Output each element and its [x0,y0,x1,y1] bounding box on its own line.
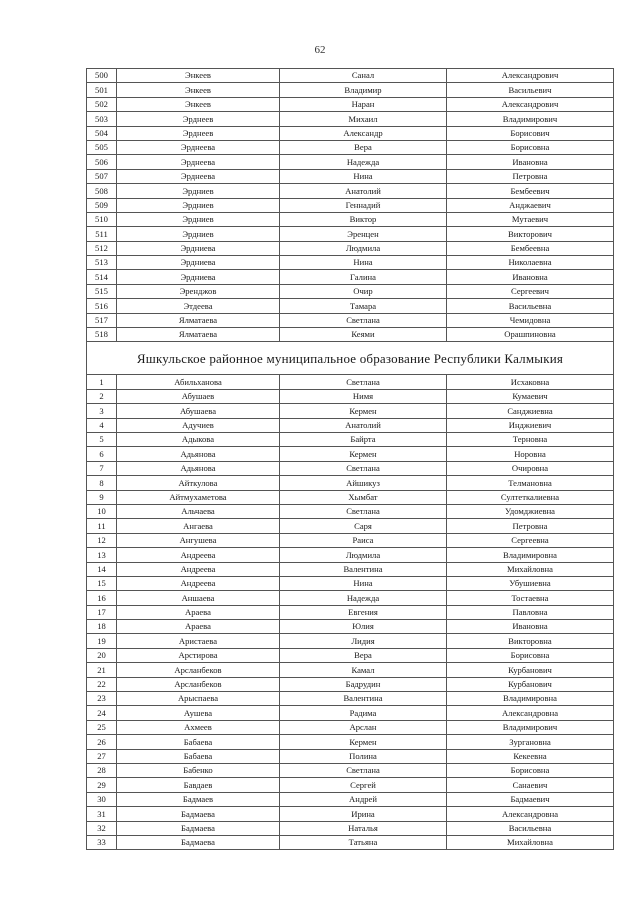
row-number: 31 [87,807,117,821]
first-name-cell: Светлана [280,313,447,327]
table-row [87,835,614,849]
first-name-cell: Наталья [280,821,447,835]
table-row [87,792,614,806]
table-row [87,447,614,461]
patronymic-cell: Александровна [447,706,614,720]
surname-cell: Бабаева [117,735,280,749]
first-name-cell: Лидия [280,634,447,648]
patronymic-cell: Бембеевич [447,184,614,198]
table-row [87,97,614,111]
patronymic-cell: Анджаевич [447,198,614,212]
row-number: 513 [87,256,117,270]
table-row [87,313,614,327]
table-row [87,648,614,662]
surname-cell: Энкеев [117,97,280,111]
first-name-cell: Татьяна [280,835,447,849]
first-name-cell: Байрта [280,432,447,446]
patronymic-cell: Удомджиевна [447,504,614,518]
table-row [87,270,614,284]
row-number: 25 [87,720,117,734]
surname-cell: Эрдниев [117,198,280,212]
table-row [87,620,614,634]
row-number: 517 [87,313,117,327]
table-row [87,562,614,576]
first-name-cell: Вера [280,648,447,662]
surname-cell: Эрдниев [117,227,280,241]
surname-cell: Эрднеева [117,140,280,154]
row-number: 505 [87,140,117,154]
first-name-cell: Валентина [280,562,447,576]
row-number: 4 [87,418,117,432]
surname-cell: Бабенко [117,763,280,777]
patronymic-cell: Курбанович [447,677,614,691]
surname-cell: Адьянова [117,461,280,475]
patronymic-cell: Борисовна [447,763,614,777]
table-row [87,69,614,83]
first-name-cell: Санал [280,69,447,83]
row-number: 29 [87,778,117,792]
table-row [87,634,614,648]
row-number: 1 [87,375,117,389]
patronymic-cell: Николаевна [447,256,614,270]
surname-cell: Эрдниева [117,241,280,255]
table-row [87,706,614,720]
surname-cell: Арыспаева [117,692,280,706]
first-name-cell: Андрей [280,792,447,806]
surname-cell: Адыкова [117,432,280,446]
surname-cell: Абильханова [117,375,280,389]
surname-cell: Бадмаева [117,807,280,821]
table-row [87,490,614,504]
surname-cell: Араева [117,620,280,634]
table-row [87,432,614,446]
row-number: 21 [87,663,117,677]
patronymic-cell: Петровна [447,169,614,183]
table-row [87,375,614,389]
surname-cell: Абушаев [117,389,280,403]
row-number: 502 [87,97,117,111]
row-number: 507 [87,169,117,183]
surname-cell: Бавдаев [117,778,280,792]
table-row [87,605,614,619]
table-row [87,256,614,270]
surname-cell: Ангушева [117,533,280,547]
patronymic-cell: Борисовна [447,648,614,662]
surname-cell: Аушева [117,706,280,720]
surname-cell: Араева [117,605,280,619]
first-name-cell: Валентина [280,692,447,706]
table-row [87,328,614,342]
first-name-cell: Анатолий [280,418,447,432]
first-name-cell: Нина [280,256,447,270]
table-row [87,418,614,432]
row-number: 7 [87,461,117,475]
row-number: 2 [87,389,117,403]
first-name-cell: Ирина [280,807,447,821]
row-number: 511 [87,227,117,241]
patronymic-cell: Петровна [447,519,614,533]
row-number: 518 [87,328,117,342]
first-name-cell: Сергей [280,778,447,792]
first-name-cell: Вера [280,140,447,154]
surname-cell: Ялматаева [117,313,280,327]
patronymic-cell: Инджиевич [447,418,614,432]
row-number: 17 [87,605,117,619]
surname-cell: Аншаева [117,591,280,605]
row-number: 24 [87,706,117,720]
table-row [87,576,614,590]
surname-cell: Арстирова [117,648,280,662]
surname-cell: Аристаева [117,634,280,648]
patronymic-cell: Зургановна [447,735,614,749]
patronymic-cell: Павловна [447,605,614,619]
first-name-cell: Галина [280,270,447,284]
table-row [87,140,614,154]
table-row [87,807,614,821]
patronymic-cell: Викторович [447,227,614,241]
first-name-cell: Кермен [280,735,447,749]
table-row [87,763,614,777]
first-name-cell: Кермен [280,404,447,418]
patronymic-cell: Михайловна [447,562,614,576]
table-row [87,198,614,212]
persons-table [86,68,614,850]
table-row [87,184,614,198]
table-row [87,126,614,140]
surname-cell: Айткулова [117,476,280,490]
patronymic-cell: Викторовна [447,634,614,648]
patronymic-cell: Владимирович [447,112,614,126]
surname-cell: Ангаева [117,519,280,533]
patronymic-cell: Чемидовна [447,313,614,327]
patronymic-cell: Владимировна [447,692,614,706]
patronymic-cell: Убушиевна [447,576,614,590]
row-number: 6 [87,447,117,461]
table-row [87,169,614,183]
surname-cell: Андреева [117,562,280,576]
surname-cell: Андреева [117,548,280,562]
table-row [87,227,614,241]
patronymic-cell: Исхаковна [447,375,614,389]
row-number: 5 [87,432,117,446]
surname-cell: Ялматаева [117,328,280,342]
patronymic-cell: Васильевич [447,83,614,97]
row-number: 516 [87,299,117,313]
row-number: 19 [87,634,117,648]
table-row [87,663,614,677]
surname-cell: Эрднеев [117,126,280,140]
section-title: Яшкульское районное муниципальное образование Республики Калмыкия [87,342,614,375]
table-row [87,677,614,691]
row-number: 12 [87,533,117,547]
row-number: 22 [87,677,117,691]
surname-cell: Арсланбеков [117,663,280,677]
table-row [87,504,614,518]
row-number: 504 [87,126,117,140]
patronymic-cell: Борисовна [447,140,614,154]
first-name-cell: Нина [280,576,447,590]
first-name-cell: Геннадий [280,198,447,212]
first-name-cell: Светлана [280,763,447,777]
patronymic-cell: Бембеевна [447,241,614,255]
first-name-cell: Юлия [280,620,447,634]
first-name-cell: Людмила [280,548,447,562]
table-row [87,533,614,547]
first-name-cell: Надежда [280,155,447,169]
patronymic-cell: Сергеевич [447,284,614,298]
patronymic-cell: Александрович [447,97,614,111]
first-name-cell: Кеями [280,328,447,342]
first-name-cell: Нимя [280,389,447,403]
surname-cell: Эрднеева [117,155,280,169]
table-row [87,548,614,562]
surname-cell: Эрдниева [117,256,280,270]
first-name-cell: Надежда [280,591,447,605]
table-row [87,821,614,835]
first-name-cell: Михаил [280,112,447,126]
row-number: 11 [87,519,117,533]
row-number: 500 [87,69,117,83]
first-name-cell: Владимир [280,83,447,97]
surname-cell: Бабаева [117,749,280,763]
patronymic-cell: Александрович [447,69,614,83]
row-number: 14 [87,562,117,576]
patronymic-cell: Тостаевна [447,591,614,605]
surname-cell: Андреева [117,576,280,590]
patronymic-cell: Телмановна [447,476,614,490]
patronymic-cell: Норовна [447,447,614,461]
table-row [87,591,614,605]
table-row [87,778,614,792]
row-number: 28 [87,763,117,777]
row-number: 13 [87,548,117,562]
row-number: 510 [87,212,117,226]
patronymic-cell: Санджиевна [447,404,614,418]
patronymic-cell: Ивановна [447,270,614,284]
table-row [87,735,614,749]
row-number: 503 [87,112,117,126]
first-name-cell: Камал [280,663,447,677]
surname-cell: Эрдниев [117,212,280,226]
patronymic-cell: Терновна [447,432,614,446]
first-name-cell: Кермен [280,447,447,461]
first-name-cell: Хымбат [280,490,447,504]
row-number: 3 [87,404,117,418]
surname-cell: Бадмаев [117,792,280,806]
patronymic-cell: Очировна [447,461,614,475]
patronymic-cell: Ивановна [447,620,614,634]
table-row [87,389,614,403]
table-row [87,284,614,298]
table-row [87,476,614,490]
row-number: 32 [87,821,117,835]
first-name-cell: Очир [280,284,447,298]
first-name-cell: Полина [280,749,447,763]
patronymic-cell: Владимирович [447,720,614,734]
first-name-cell: Бадрудин [280,677,447,691]
patronymic-cell: Кекеевна [447,749,614,763]
patronymic-cell: Васильевна [447,299,614,313]
patronymic-cell: Кумаевич [447,389,614,403]
first-name-cell: Виктор [280,212,447,226]
row-number: 30 [87,792,117,806]
row-number: 10 [87,504,117,518]
row-number: 9 [87,490,117,504]
surname-cell: Арсланбеков [117,677,280,691]
patronymic-cell: Курбанович [447,663,614,677]
table-row [87,749,614,763]
first-name-cell: Наран [280,97,447,111]
table-row [87,83,614,97]
row-number: 16 [87,591,117,605]
surname-cell: Эрднеев [117,112,280,126]
row-number: 509 [87,198,117,212]
row-number: 506 [87,155,117,169]
surname-cell: Энкеев [117,83,280,97]
patronymic-cell: Александровна [447,807,614,821]
first-name-cell: Саря [280,519,447,533]
row-number: 501 [87,83,117,97]
surname-cell: Айтмухаметова [117,490,280,504]
row-number: 8 [87,476,117,490]
table-row [87,692,614,706]
first-name-cell: Айшикуз [280,476,447,490]
first-name-cell: Евгения [280,605,447,619]
table-row [87,461,614,475]
first-name-cell: Радима [280,706,447,720]
section-header [87,342,614,375]
patronymic-cell: Орашпиновна [447,328,614,342]
section-title-row [87,342,614,375]
rows-before-section [87,69,614,342]
page-number: 62 [314,44,326,56]
row-number: 27 [87,749,117,763]
patronymic-cell: Санаевич [447,778,614,792]
rows-after-section [87,375,614,850]
first-name-cell: Светлана [280,375,447,389]
first-name-cell: Светлана [280,461,447,475]
table-row [87,404,614,418]
row-number: 512 [87,241,117,255]
row-number: 20 [87,648,117,662]
patronymic-cell: Мутаевич [447,212,614,226]
table-row [87,112,614,126]
first-name-cell: Раиса [280,533,447,547]
row-number: 515 [87,284,117,298]
table-row [87,155,614,169]
surname-cell: Этдеева [117,299,280,313]
table-row [87,241,614,255]
patronymic-cell: Бадмаевич [447,792,614,806]
surname-cell: Эрдниев [117,184,280,198]
table-row [87,720,614,734]
row-number: 33 [87,835,117,849]
first-name-cell: Светлана [280,504,447,518]
first-name-cell: Нина [280,169,447,183]
patronymic-cell: Ивановна [447,155,614,169]
row-number: 15 [87,576,117,590]
surname-cell: Адучиев [117,418,280,432]
surname-cell: Адьянова [117,447,280,461]
first-name-cell: Людмила [280,241,447,255]
surname-cell: Абушаева [117,404,280,418]
row-number: 18 [87,620,117,634]
patronymic-cell: Васильевна [447,821,614,835]
surname-cell: Эренджов [117,284,280,298]
row-number: 514 [87,270,117,284]
surname-cell: Бадмаева [117,821,280,835]
surname-cell: Эрднеева [117,169,280,183]
surname-cell: Энкеев [117,69,280,83]
row-number: 23 [87,692,117,706]
surname-cell: Эрдниева [117,270,280,284]
first-name-cell: Александр [280,126,447,140]
surname-cell: Ахмеев [117,720,280,734]
table-row [87,299,614,313]
patronymic-cell: Михайловна [447,835,614,849]
first-name-cell: Эренцен [280,227,447,241]
table-row [87,519,614,533]
first-name-cell: Тамара [280,299,447,313]
patronymic-cell: Владимировна [447,548,614,562]
surname-cell: Бадмаева [117,835,280,849]
row-number: 26 [87,735,117,749]
first-name-cell: Анатолий [280,184,447,198]
first-name-cell: Арслан [280,720,447,734]
patronymic-cell: Сергеевна [447,533,614,547]
surname-cell: Альчаева [117,504,280,518]
row-number: 508 [87,184,117,198]
table-row [87,212,614,226]
patronymic-cell: Султеткалиевна [447,490,614,504]
patronymic-cell: Борисович [447,126,614,140]
